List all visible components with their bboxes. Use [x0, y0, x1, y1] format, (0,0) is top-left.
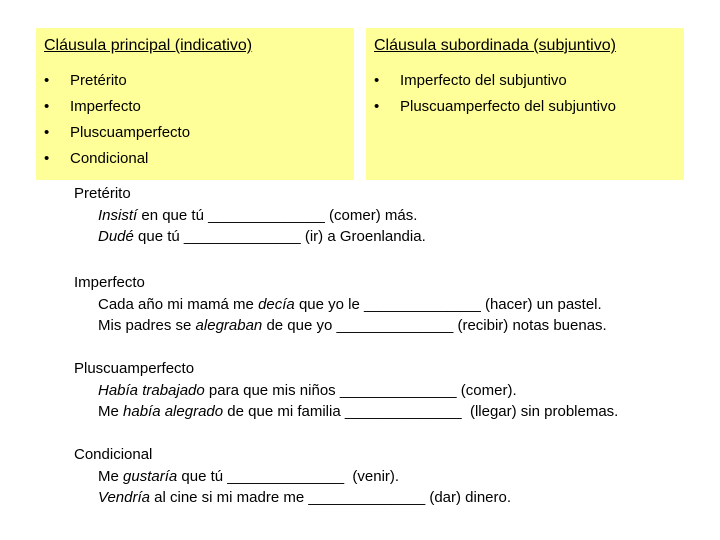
exercise-sentence: Cada año mi mamá me decía que yo le ______________ (hacer) un pastel. [98, 295, 602, 313]
subjunctive-clause-title: Cláusula subordinada (subjuntivo) [374, 37, 616, 54]
exercise-sentence: Vendría al cine si mi madre me ______________ (dar) dinero. [98, 489, 512, 506]
bullet-icon: • [374, 72, 380, 89]
subjunctive-tense-list [374, 68, 676, 120]
list-item: • Pretérito [44, 68, 346, 94]
bullet-icon: • [44, 98, 50, 115]
bullet-icon: • [44, 150, 50, 167]
exercise-sentence: Insistí en que tú ______________ (comer) más. [98, 206, 418, 224]
section-preterito [74, 183, 426, 248]
list-item: • Condicional [44, 146, 346, 172]
section-heading: Pluscuamperfecto [74, 360, 195, 377]
indicative-clause-box [36, 28, 354, 180]
section-heading: Pretérito [74, 185, 131, 202]
section-imperfecto [74, 272, 607, 337]
bullet-icon: • [44, 124, 50, 141]
section-pluscuamperfecto [74, 358, 618, 423]
exercise-sentence: Había trabajado para que mis niños ______________ (comer). [98, 381, 517, 399]
list-item: • Pluscuamperfecto del subjuntivo [374, 94, 676, 120]
exercise-sentence: Me gustaría que tú ______________ (venir). [98, 467, 400, 485]
exercise-sentence: Dudé que tú ______________ (ir) a Groenlandia. [98, 228, 426, 245]
indicative-tense-list [44, 68, 346, 172]
indicative-clause-title: Cláusula principal (indicativo) [44, 37, 253, 54]
section-heading: Condicional [74, 446, 153, 463]
list-item: • Imperfecto del subjuntivo [374, 68, 676, 94]
bullet-icon: • [44, 72, 50, 89]
section-condicional [74, 444, 511, 509]
subjunctive-clause-box [366, 28, 684, 180]
list-item: • Pluscuamperfecto [44, 120, 346, 146]
bullet-icon: • [374, 98, 380, 115]
exercise-sentence: Me había alegrado de que mi familia ______________ (llegar) sin problemas. [98, 403, 619, 420]
exercise-sentence: Mis padres se alegraban de que yo ______________ (recibir) notas buenas. [98, 317, 607, 334]
section-heading: Imperfecto [74, 274, 145, 291]
list-item: • Imperfecto [44, 94, 346, 120]
